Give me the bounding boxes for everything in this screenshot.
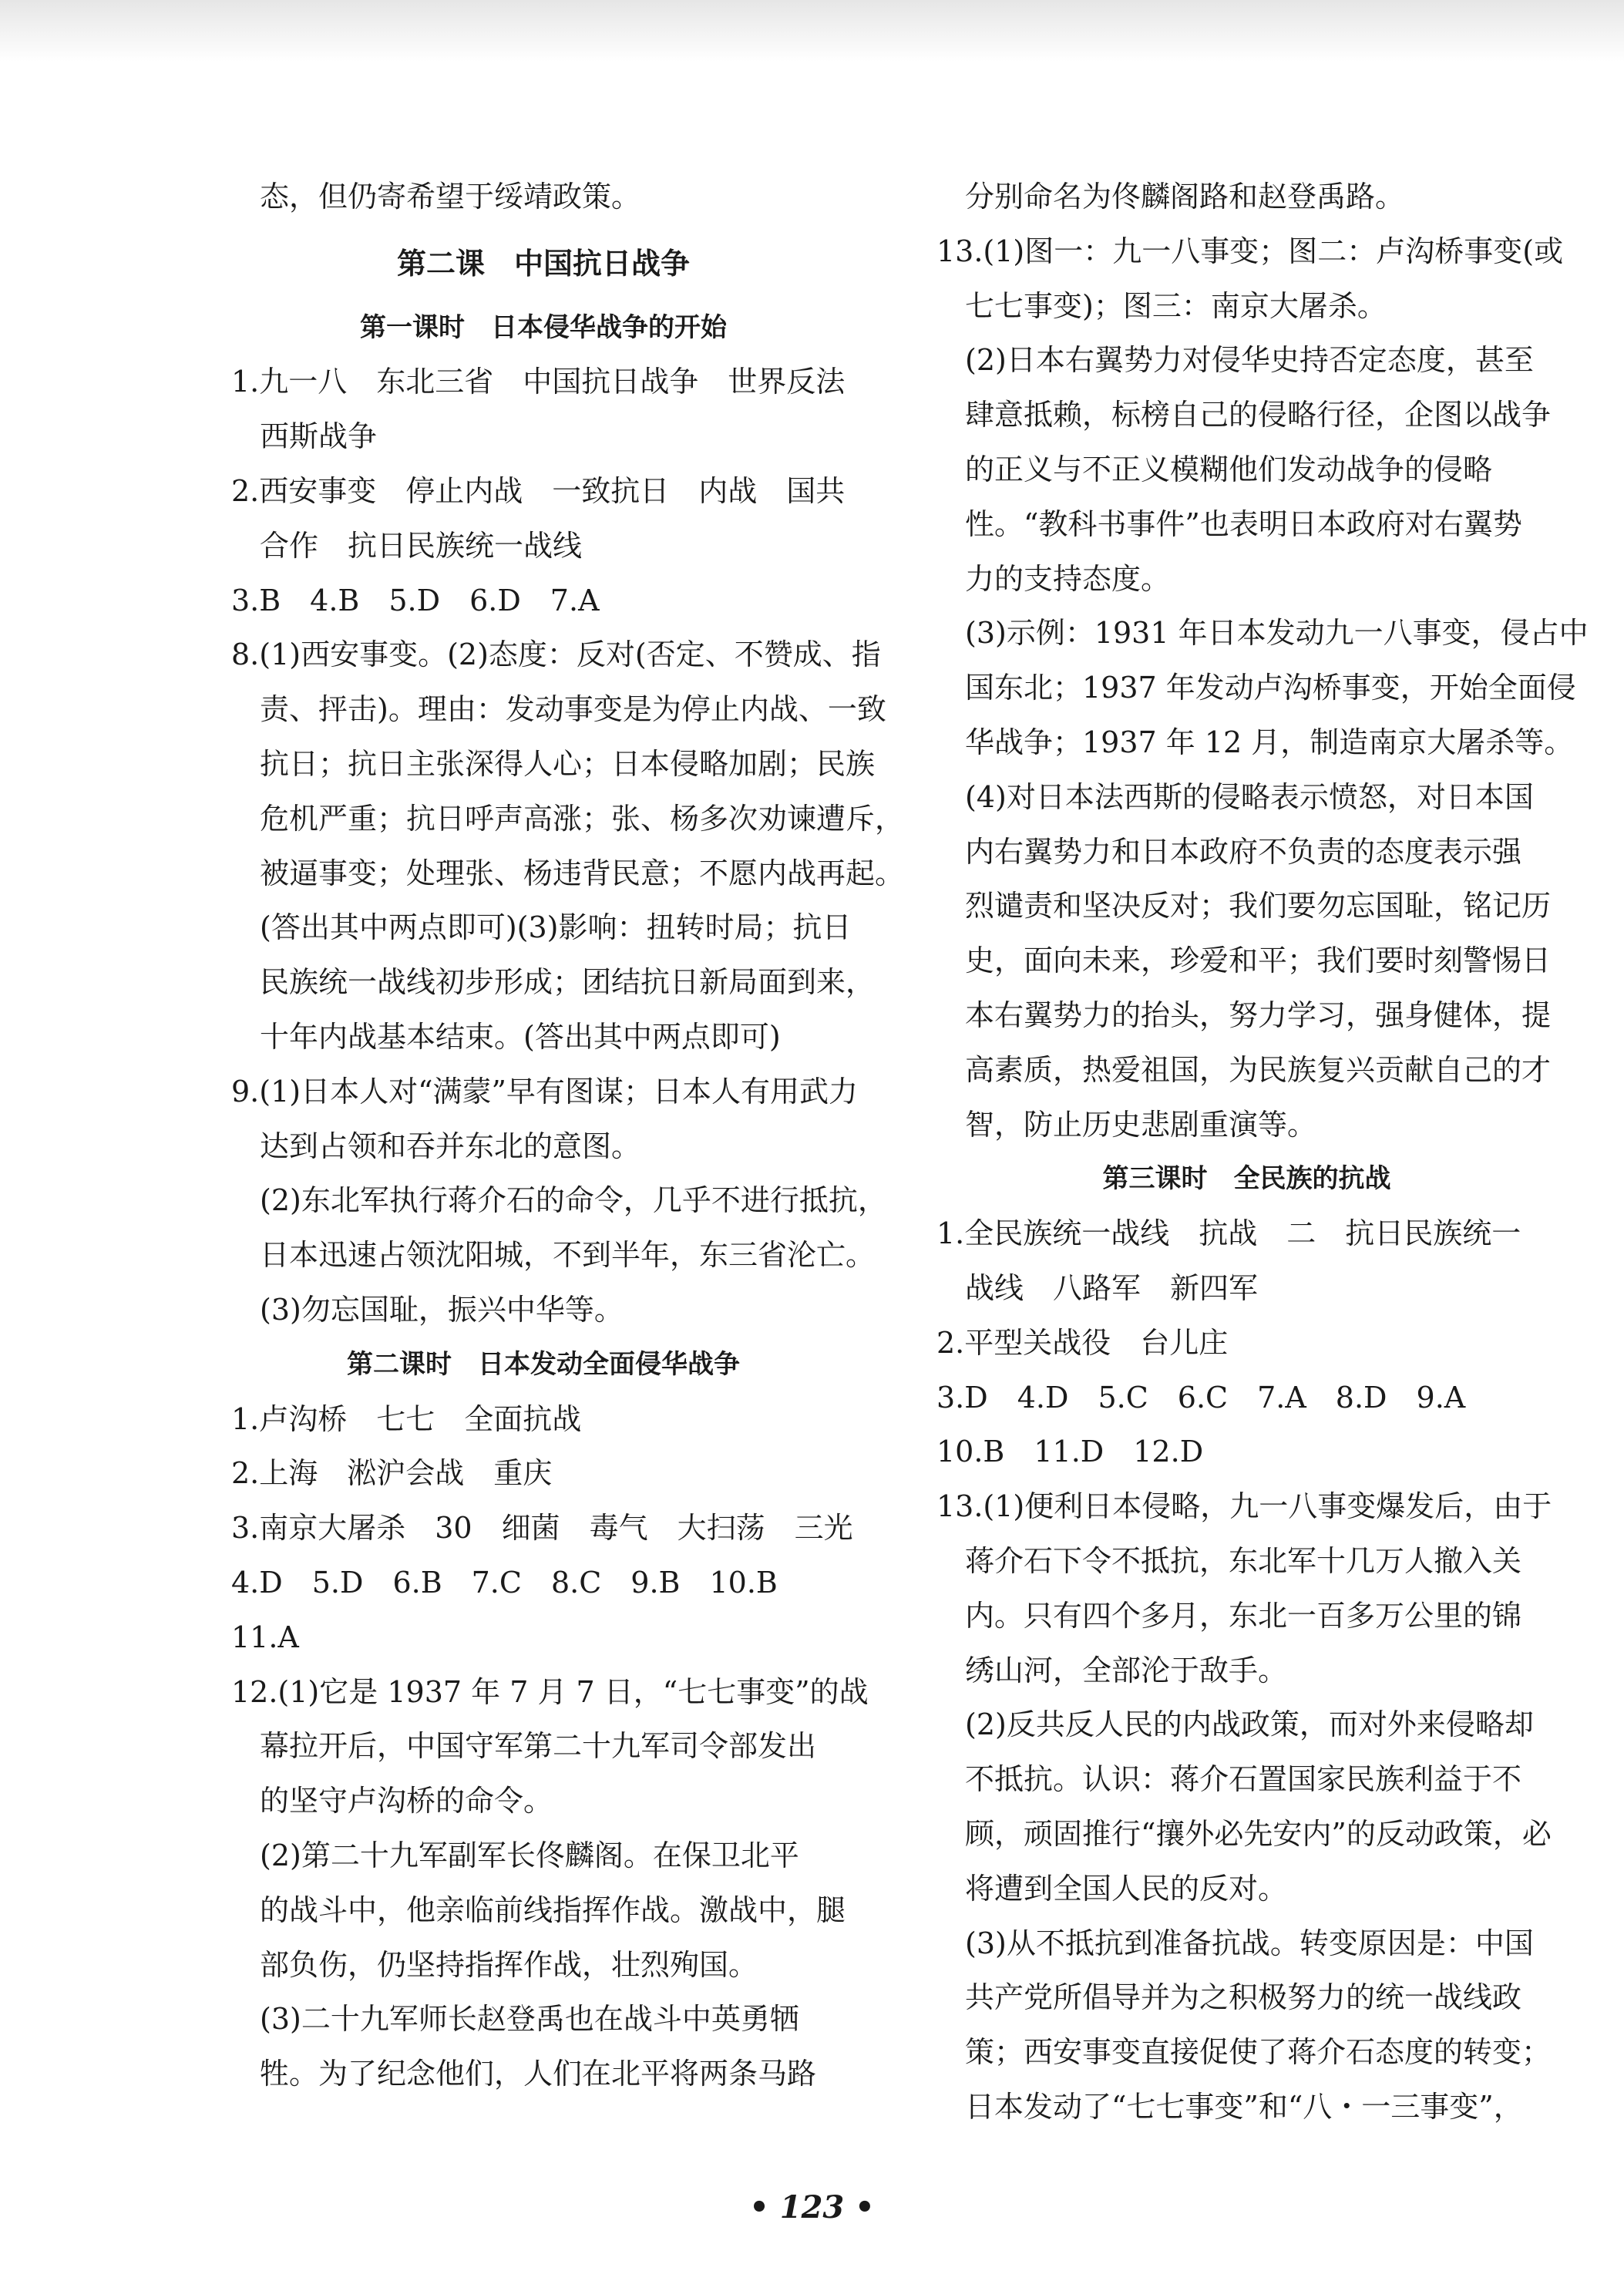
- answer-line: 内。只有四个多月，东北一百多万公里的锦: [965, 1598, 1522, 1633]
- answer-line: (3)从不抵抗到准备抗战。转变原因是：中国: [965, 1926, 1534, 1960]
- answer-line: 不抵抗。认识：蒋介石置国家民族利益于不: [965, 1762, 1522, 1797]
- answer-line: 的坚守卢沟桥的命令。: [260, 1784, 553, 1818]
- answer-line: 策；西安事变直接促使了蒋介石态度的转变；: [965, 2035, 1552, 2070]
- answer-line: 国东北；1937 年发动卢沟桥事变，开始全面侵: [965, 671, 1576, 705]
- answer-line: 民族统一战线初步形成；团结抗日新局面到来，: [260, 965, 876, 1000]
- answer-line: 责、抨击)。理由：发动事变是为停止内战、一致: [260, 692, 886, 727]
- answer-line: 战线 八路军 新四军: [965, 1270, 1259, 1305]
- answer-line: 肆意抵赖，标榜自己的侵略行径，企图以战争: [965, 398, 1552, 432]
- answer-line: 3.D 4.D 5.C 6.C 7.A 8.D 9.A: [936, 1380, 1466, 1415]
- answer-line: 本右翼势力的抬头，努力学习，强身健体，提: [965, 997, 1552, 1032]
- answer-line: 达到占领和吞并东北的意图。: [260, 1129, 641, 1163]
- answer-line: 史，面向未来，珍爱和平；我们要时刻警惕日: [965, 944, 1552, 978]
- answer-line: 2.上海 淞沪会战 重庆: [231, 1456, 553, 1491]
- answer-line: 幕拉开后，中国守军第二十九军司令部发出: [260, 1729, 817, 1764]
- answer-line: (2)日本右翼势力对侵华史持否定态度，甚至: [965, 343, 1534, 378]
- answer-line: 牲。为了纪念他们，人们在北平将两条马路: [260, 2057, 817, 2091]
- answer-line: 的正义与不正义模糊他们发动战争的侵略: [965, 452, 1493, 486]
- scan-top-shadow: [0, 0, 1624, 62]
- answer-line: 3.南京大屠杀 30 细菌 毒气 大扫荡 三光: [231, 1511, 853, 1546]
- answer-line: (答出其中两点即可)(3)影响：扭转时局；抗日: [260, 910, 852, 945]
- answer-line: 1.九一八 东北三省 中国抗日战争 世界反法: [231, 365, 846, 399]
- answer-line: 2.平型关战役 台儿庄: [936, 1325, 1229, 1360]
- answer-line: 智，防止历史悲剧重演等。: [965, 1107, 1317, 1142]
- period-title: 第三课时 全民族的抗战: [1102, 1163, 1391, 1195]
- page-number: • 123 •: [749, 2189, 875, 2225]
- answer-line: 3.B 4.B 5.D 6.D 7.A: [231, 583, 600, 617]
- answer-line: 蒋介石下令不抵抗，东北军十几万人撤入关: [965, 1543, 1522, 1578]
- answer-line: 华战争；1937 年 12 月，制造南京大屠杀等。: [965, 725, 1574, 759]
- answer-line: 将遭到全国人民的反对。: [965, 1871, 1288, 1906]
- period-title: 第一课时 日本侵华战争的开始: [360, 311, 727, 343]
- answer-line: (3)勿忘国耻，振兴中华等。: [260, 1292, 624, 1327]
- answer-line: 分别命名为佟麟阁路和赵登禹路。: [965, 180, 1405, 214]
- text-line: 态，但仍寄希望于绥靖政策。: [260, 180, 641, 214]
- answer-line: 12.(1)它是 1937 年 7 月 7 日，“七七事变”的战: [231, 1674, 869, 1709]
- answer-line: 共产党所倡导并为之积极努力的统一战线政: [965, 1980, 1522, 2015]
- answer-line: 高素质，热爱祖国，为民族复兴贡献自己的才: [965, 1052, 1552, 1087]
- answer-line: 13.(1)图一：九一八事变；图二：卢沟桥事变(或: [936, 234, 1564, 268]
- answer-line: 4.D 5.D 6.B 7.C 8.C 9.B 10.B: [231, 1565, 778, 1600]
- answer-line: (3)二十九军师长赵登禹也在战斗中英勇牺: [260, 2002, 799, 2037]
- answer-line: (2)东北军执行蒋介石的命令，几乎不进行抵抗，: [260, 1183, 887, 1218]
- answer-line: (3)示例：1931 年日本发动九一八事变，侵占中: [965, 616, 1589, 651]
- answer-line: 9.(1)日本人对“满蒙”早有图谋；日本人有用武力: [231, 1074, 858, 1108]
- right-column: [936, 170, 1589, 2135]
- answer-line: (2)第二十九军副军长佟麟阁。在保卫北平: [260, 1838, 799, 1872]
- answer-line: 1.全民族统一战线 抗战 二 抗日民族统一: [936, 1216, 1521, 1251]
- answer-line: 1.卢沟桥 七七 全面抗战: [231, 1401, 582, 1436]
- answer-line: 危机严重；抗日呼声高涨；张、杨多次劝谏遭斥，: [260, 801, 905, 836]
- answer-line: 部负伤，仍坚持指挥作战，壮烈殉国。: [260, 1947, 758, 1982]
- lesson-title: 第二课 中国抗日战争: [396, 246, 690, 281]
- answer-line: 日本发动了“七七事变”和“八・一三事变”，: [965, 2089, 1523, 2124]
- answer-line: (2)反共反人民的内战政策，而对外来侵略却: [965, 1707, 1534, 1742]
- answer-line: 日本迅速占领沈阳城，不到半年，东三省沦亡。: [260, 1238, 876, 1273]
- answer-line: 的战斗中，他亲临前线指挥作战。激战中，腿: [260, 1892, 846, 1927]
- answer-line: (4)对日本法西斯的侵略表示愤怒，对日本国: [965, 779, 1534, 814]
- answer-line: 十年内战基本结束。(答出其中两点即可): [260, 1019, 781, 1054]
- answer-line: 10.B 11.D 12.D: [936, 1435, 1204, 1469]
- answer-line: 被逼事变；处理张、杨违背民意；不愿内战再起。: [260, 856, 905, 890]
- answer-line: 西斯战争: [260, 419, 378, 454]
- answer-line: 2.西安事变 停止内战 一致抗日 内战 国共: [231, 473, 846, 508]
- answer-line: 抗日；抗日主张深得人心；日本侵略加剧；民族: [260, 746, 876, 781]
- answer-line: 合作 抗日民族统一战线: [260, 528, 583, 563]
- answer-line: 内右翼势力和日本政府不负责的态度表示强: [965, 834, 1522, 869]
- answer-line: 顾，顽固推行“攘外必先安内”的反动政策，必: [965, 1816, 1552, 1851]
- left-column: [231, 170, 905, 2101]
- answer-line: 力的支持态度。: [965, 561, 1171, 596]
- answer-line: 11.A: [231, 1620, 299, 1654]
- answer-line: 绣山河，全部沦于敌手。: [965, 1653, 1288, 1687]
- answer-line: 性。“教科书事件”也表明日本政府对右翼势: [965, 506, 1522, 541]
- answer-line: 13.(1)便利日本侵略，九一八事变爆发后，由于: [936, 1489, 1552, 1524]
- period-title: 第二课时 日本发动全面侵华战争: [347, 1348, 740, 1380]
- answer-line: 烈谴责和坚决反对；我们要勿忘国耻，铭记历: [965, 889, 1552, 923]
- answer-line: 七七事变)；图三：南京大屠杀。: [965, 288, 1387, 323]
- answer-line: 8.(1)西安事变。(2)态度：反对(否定、不赞成、指: [231, 638, 881, 672]
